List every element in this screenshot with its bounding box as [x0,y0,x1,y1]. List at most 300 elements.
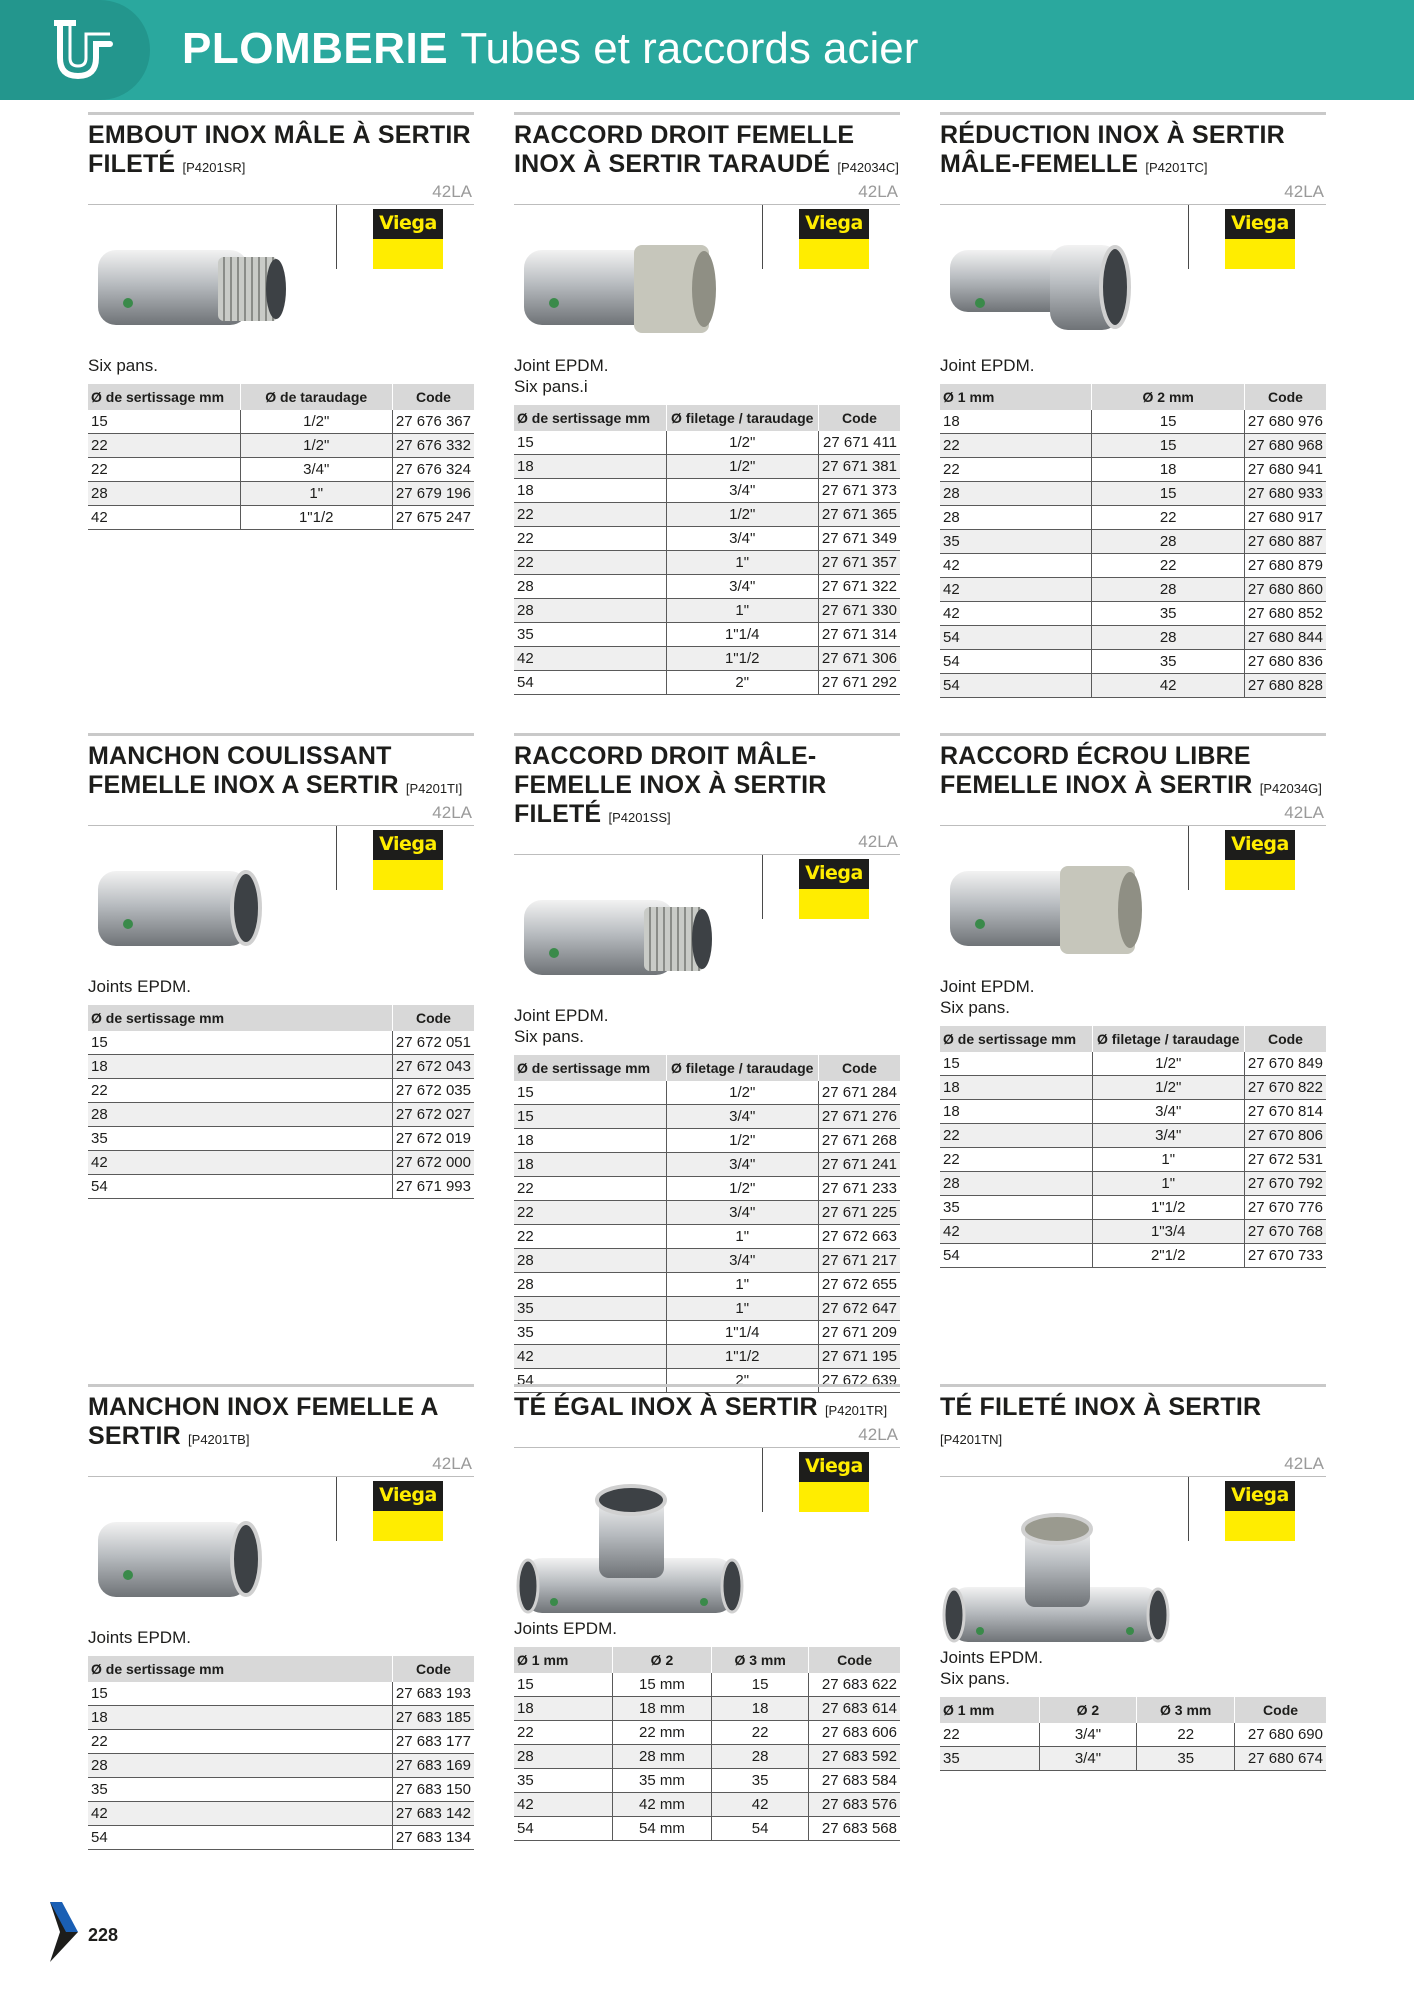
product-code-cell: 27 676 332 [392,434,474,458]
product-code-cell: 27 680 917 [1244,506,1326,530]
table-row [514,1721,900,1745]
product-note: Joint EPDM. [514,1006,609,1025]
spec-cell: 18 [514,1697,612,1721]
spec-cell: 22 [940,1148,1092,1172]
spec-cell: 22 [940,1723,1039,1747]
table-row [940,1723,1326,1747]
spec-cell: 2" [666,671,818,695]
viega-logo [373,209,443,269]
product-code-cell: 27 680 674 [1235,1747,1326,1771]
product-code-cell: 27 671 268 [818,1129,900,1153]
table-row [940,1124,1326,1148]
product-code-cell: 27 671 225 [818,1201,900,1225]
product-note: Six pans.i [514,377,588,396]
spec-cell: 54 [940,626,1092,650]
spec-cell: 42 [88,1802,392,1826]
product-code-cell: 27 671 365 [818,503,900,527]
spec-cell: 54 mm [612,1817,711,1841]
viega-logo-text: Viega [805,862,863,884]
product-code-cell: 27 670 733 [1244,1244,1326,1268]
media-separator [336,826,337,890]
product-code-cell: 27 670 768 [1244,1220,1326,1244]
category-line [514,1425,900,1447]
product-code-cell: 27 671 233 [818,1177,900,1201]
product-reference: [P42034C] [837,160,899,175]
spec-cell: 1/2" [666,455,818,479]
category-line [514,182,900,204]
product-code-cell: 27 672 043 [392,1055,474,1079]
table-row [88,1103,474,1127]
viega-logo-text: Viega [379,833,437,855]
spec-cell: 2" [666,1369,818,1393]
product-top-rule [88,1384,474,1387]
spec-cell: 35 [1092,602,1244,626]
media-separator [762,855,763,919]
product-media [88,826,474,976]
product-code-cell: 27 672 019 [392,1127,474,1151]
spec-cell: 18 [514,1153,666,1177]
table-row [88,410,474,434]
product-code-cell: 27 670 776 [1244,1196,1326,1220]
product-reduction-inox [940,112,1326,698]
product-note: Joints EPDM. [88,1628,191,1647]
spec-cell: 54 [514,1817,612,1841]
product-code-cell: 27 671 314 [818,623,900,647]
table-row [514,1081,900,1105]
table-row [514,431,900,455]
spec-cell: 3/4" [1039,1723,1137,1747]
viega-logo [1225,209,1295,269]
spec-cell: 22 [514,1177,666,1201]
fitting-image [514,875,754,1005]
spec-cell: 28 [514,575,666,599]
spec-column-header: Ø 2 [612,1647,711,1673]
product-code-cell: 27 671 993 [392,1175,474,1199]
section-name: PLOMBERIE [182,24,449,73]
product-media [940,1477,1326,1647]
spec-cell: 18 [88,1706,392,1730]
viega-logo [799,1452,869,1512]
table-row [940,410,1326,434]
page-title [182,24,918,74]
table-row [940,1076,1326,1100]
viega-logo [1225,830,1295,890]
spec-cell: 1/2" [666,1177,818,1201]
product-code-cell: 27 683 576 [809,1793,900,1817]
product-code-cell: 27 670 792 [1244,1172,1326,1196]
spec-header-row [940,384,1326,410]
product-code-cell: 27 680 690 [1235,1723,1326,1747]
spec-cell: 22 [514,1201,666,1225]
table-row [514,1249,900,1273]
table-row [88,1754,474,1778]
spec-table [514,1055,900,1393]
category-line [88,803,474,825]
spec-cell: 28 [88,482,240,506]
product-note: Joint EPDM. [940,356,1035,375]
fitting-image [88,846,328,976]
table-row [514,551,900,575]
product-code-cell: 27 670 814 [1244,1100,1326,1124]
fitting-image [940,1497,1180,1647]
product-code-cell: 27 671 284 [818,1081,900,1105]
table-row [88,1055,474,1079]
spec-cell: 28 [514,599,666,623]
viega-logo [373,1481,443,1541]
spec-column-header: Code [818,1055,900,1081]
table-row [88,506,474,530]
spec-cell: 15 [712,1673,809,1697]
spec-cell: 1/2" [666,1081,818,1105]
viega-logo-text: Viega [1231,212,1289,234]
spec-cell: 28 [1092,530,1244,554]
spec-cell: 35 [514,623,666,647]
product-media [88,205,474,355]
spec-cell: 1" [666,1225,818,1249]
spec-cell: 42 [88,506,240,530]
product-raccord-droit-male-femelle [514,733,900,1393]
product-code-cell: 27 670 849 [1244,1052,1326,1076]
product-code-cell: 27 683 185 [392,1706,474,1730]
product-note: Joint EPDM. [940,977,1035,996]
spec-cell: 22 [940,458,1092,482]
table-row [940,650,1326,674]
spec-column-header: Code [818,405,900,431]
product-code-cell: 27 672 051 [392,1031,474,1055]
spec-cell: 18 mm [612,1697,711,1721]
table-row [514,1793,900,1817]
product-top-rule [940,733,1326,736]
spec-header-row [940,1026,1326,1052]
spec-cell: 1" [666,551,818,575]
product-reference: [P42034G] [1259,781,1322,796]
product-title [514,121,900,182]
table-row [514,1745,900,1769]
spec-cell: 18 [514,455,666,479]
product-top-rule [88,112,474,115]
spec-cell: 22 [514,527,666,551]
product-title [88,121,474,182]
table-row [88,1826,474,1850]
table-row [940,1196,1326,1220]
media-separator [336,1477,337,1541]
spec-cell: 42 [1092,674,1244,698]
viega-logo-text: Viega [379,1484,437,1506]
spec-cell: 22 [1092,554,1244,578]
table-row [514,1201,900,1225]
spec-column-header: Ø 1 mm [940,384,1092,410]
spec-table [514,405,900,695]
spec-cell: 42 [514,1793,612,1817]
category-line [88,182,474,204]
spec-cell: 35 [1137,1747,1235,1771]
product-reference: [P4201SS] [608,810,671,825]
spec-cell: 1/2" [666,431,818,455]
spec-cell: 1" [1092,1148,1244,1172]
product-code-cell: 27 683 142 [392,1802,474,1826]
viega-logo-text: Viega [1231,833,1289,855]
table-row [514,671,900,695]
spec-cell: 35 [88,1127,392,1151]
spec-cell: 1" [666,1273,818,1297]
spec-cell: 28 [1092,626,1244,650]
spec-cell: 54 [514,671,666,695]
spec-cell: 42 [88,1151,392,1175]
table-row [514,455,900,479]
category-code: 42LA [858,1425,898,1444]
product-embout-inox-male [88,112,474,530]
spec-cell: 42 [940,554,1092,578]
product-reference: [P4201SR] [182,160,246,175]
product-note: Six pans. [940,998,1010,1017]
product-media [88,1477,474,1627]
product-reference: [P4201TC] [1145,160,1208,175]
spec-cell: 42 [940,1220,1092,1244]
product-code-cell: 27 671 241 [818,1153,900,1177]
spec-cell: 1" [666,599,818,623]
product-code-cell: 27 683 568 [809,1817,900,1841]
spec-cell: 1"1/4 [666,623,818,647]
spec-cell: 1"1/2 [240,506,392,530]
spec-cell: 1/2" [1092,1052,1244,1076]
spec-cell: 15 [514,431,666,455]
page-arrow-icon [48,1902,80,1962]
category-code: 42LA [1284,1454,1324,1473]
spec-cell: 35 [88,1778,392,1802]
product-code-cell: 27 676 367 [392,410,474,434]
table-row [514,1177,900,1201]
table-row [88,482,474,506]
spec-cell: 22 [88,1079,392,1103]
spec-cell: 22 [88,458,240,482]
spec-column-header: Code [392,1656,474,1682]
product-code-cell: 27 676 324 [392,458,474,482]
spec-column-header: Ø de sertissage mm [940,1026,1092,1052]
category-code: 42LA [1284,803,1324,822]
spec-header-row [940,1697,1326,1723]
spec-cell: 15 [88,1031,392,1055]
product-name: TÉ FILETÉ INOX À SERTIR [940,1393,1262,1421]
product-code-cell: 27 671 411 [818,431,900,455]
spec-cell: 18 [514,1129,666,1153]
viega-logo-text: Viega [379,212,437,234]
product-name: TÉ ÉGAL INOX À SERTIR [514,1393,818,1421]
table-row [88,1682,474,1706]
table-row [940,458,1326,482]
product-code-cell: 27 680 836 [1244,650,1326,674]
spec-cell: 3/4" [666,527,818,551]
table-row [940,1100,1326,1124]
product-top-rule [940,112,1326,115]
product-note: Six pans. [88,356,158,375]
spec-cell: 1/2" [240,410,392,434]
table-row [940,482,1326,506]
spec-cell: 28 [88,1103,392,1127]
table-row [88,1778,474,1802]
viega-logo [799,859,869,919]
product-media [514,1448,900,1618]
category-line [940,182,1326,204]
product-code-cell: 27 680 860 [1244,578,1326,602]
category-line [940,803,1326,825]
product-code-cell: 27 680 844 [1244,626,1326,650]
spec-table [88,1656,474,1850]
spec-header-row [88,1005,474,1031]
product-media [514,205,900,355]
table-row [514,503,900,527]
table-row [514,479,900,503]
product-title [88,1393,474,1454]
product-name: RACCORD DROIT MÂLE-FEMELLE INOX À SERTIR FILETÉ [514,742,827,828]
spec-cell: 28 [940,506,1092,530]
header-icon-box [0,0,150,100]
product-reference: [P4201TI] [405,781,463,796]
spec-cell: 42 [514,647,666,671]
viega-logo-text: Viega [1231,1484,1289,1506]
category-code: 42LA [858,832,898,851]
spec-cell: 1"1/2 [666,1345,818,1369]
spec-column-header: Ø de taraudage [240,384,392,410]
spec-cell: 3/4" [666,1153,818,1177]
spec-cell: 15 [1092,482,1244,506]
product-te-filete-inox [940,1384,1326,1771]
fitting-image [514,225,754,355]
product-code-cell: 27 671 195 [818,1345,900,1369]
product-reference: [P4201TB] [188,1432,250,1447]
product-code-cell: 27 680 887 [1244,530,1326,554]
spec-cell: 22 [940,1124,1092,1148]
spec-cell: 15 [940,1052,1092,1076]
product-code-cell: 27 671 209 [818,1321,900,1345]
spec-cell: 35 mm [612,1769,711,1793]
table-row [940,1244,1326,1268]
spec-cell: 28 [514,1745,612,1769]
spec-cell: 1/2" [666,503,818,527]
product-media [940,205,1326,355]
table-row [88,458,474,482]
table-row [88,1031,474,1055]
product-top-rule [940,1384,1326,1387]
media-separator [762,205,763,269]
table-row [940,1172,1326,1196]
product-code-cell: 27 671 357 [818,551,900,575]
table-row [514,1673,900,1697]
media-separator [1188,1477,1189,1541]
product-name: EMBOUT INOX MÂLE À SERTIR FILETÉ [88,121,471,178]
spec-cell: 42 [940,578,1092,602]
product-code-cell: 27 683 614 [809,1697,900,1721]
product-top-rule [514,733,900,736]
category-code: 42LA [432,803,472,822]
table-row [940,434,1326,458]
spec-cell: 18 [940,1076,1092,1100]
spec-cell: 18 [940,410,1092,434]
spec-cell: 3/4" [1092,1124,1244,1148]
table-row [940,674,1326,698]
spec-cell: 15 [1092,410,1244,434]
product-note: Joints EPDM. [514,1619,617,1638]
viega-logo [799,209,869,269]
spec-column-header: Ø de sertissage mm [514,405,666,431]
spec-cell: 18 [1092,458,1244,482]
product-title [514,742,900,832]
table-row [88,1730,474,1754]
product-code-cell: 27 671 306 [818,647,900,671]
product-code-cell: 27 680 828 [1244,674,1326,698]
spec-cell: 22 [88,434,240,458]
product-code-cell: 27 670 806 [1244,1124,1326,1148]
spec-cell: 3/4" [666,1105,818,1129]
table-row [514,575,900,599]
spec-cell: 1" [666,1297,818,1321]
product-name: RÉDUCTION INOX À SERTIR MÂLE-FEMELLE [940,121,1285,178]
product-media [940,826,1326,976]
spec-cell: 15 [88,1682,392,1706]
table-row [514,1817,900,1841]
spec-column-header: Ø 1 mm [514,1647,612,1673]
spec-cell: 22 [514,503,666,527]
spec-cell: 1"1/4 [666,1321,818,1345]
spec-cell: 3/4" [666,1249,818,1273]
spec-cell: 1" [1092,1172,1244,1196]
table-row [514,647,900,671]
table-row [88,434,474,458]
spec-column-header: Code [392,384,474,410]
product-code-cell: 27 683 592 [809,1745,900,1769]
spec-cell: 35 [1092,650,1244,674]
product-code-cell: 27 672 035 [392,1079,474,1103]
table-row [514,599,900,623]
table-row [514,1297,900,1321]
product-code-cell: 27 672 655 [818,1273,900,1297]
spec-cell: 22 [88,1730,392,1754]
page-number: 228 [88,1925,119,1945]
spec-header-row [514,1055,900,1081]
spec-cell: 1/2" [666,1129,818,1153]
product-manchon-inox-femelle [88,1384,474,1850]
spec-cell: 35 [514,1297,666,1321]
product-code-cell: 27 683 606 [809,1721,900,1745]
product-code-cell: 27 680 941 [1244,458,1326,482]
category-line [514,832,900,854]
product-media [514,855,900,1005]
product-code-cell: 27 683 584 [809,1769,900,1793]
product-code-cell: 27 671 322 [818,575,900,599]
spec-cell: 54 [940,674,1092,698]
spec-cell: 1"1/2 [1092,1196,1244,1220]
spec-cell: 15 [88,410,240,434]
spec-cell: 28 [940,482,1092,506]
spec-cell: 42 [514,1345,666,1369]
spec-table [940,1026,1326,1268]
table-row [940,578,1326,602]
product-code-cell: 27 679 196 [392,482,474,506]
viega-logo-text: Viega [805,1455,863,1477]
spec-cell: 28 [88,1754,392,1778]
category-code: 42LA [432,182,472,201]
media-separator [1188,826,1189,890]
spec-column-header: Code [1235,1697,1326,1723]
spec-column-header: Code [1244,1026,1326,1052]
product-code-cell: 27 671 217 [818,1249,900,1273]
spec-cell: 15 [514,1673,612,1697]
spec-cell: 28 [712,1745,809,1769]
category-line [940,1454,1326,1476]
table-row [88,1151,474,1175]
spec-column-header: Ø 3 mm [712,1647,809,1673]
spec-cell: 1/2" [240,434,392,458]
spec-column-header: Code [392,1005,474,1031]
